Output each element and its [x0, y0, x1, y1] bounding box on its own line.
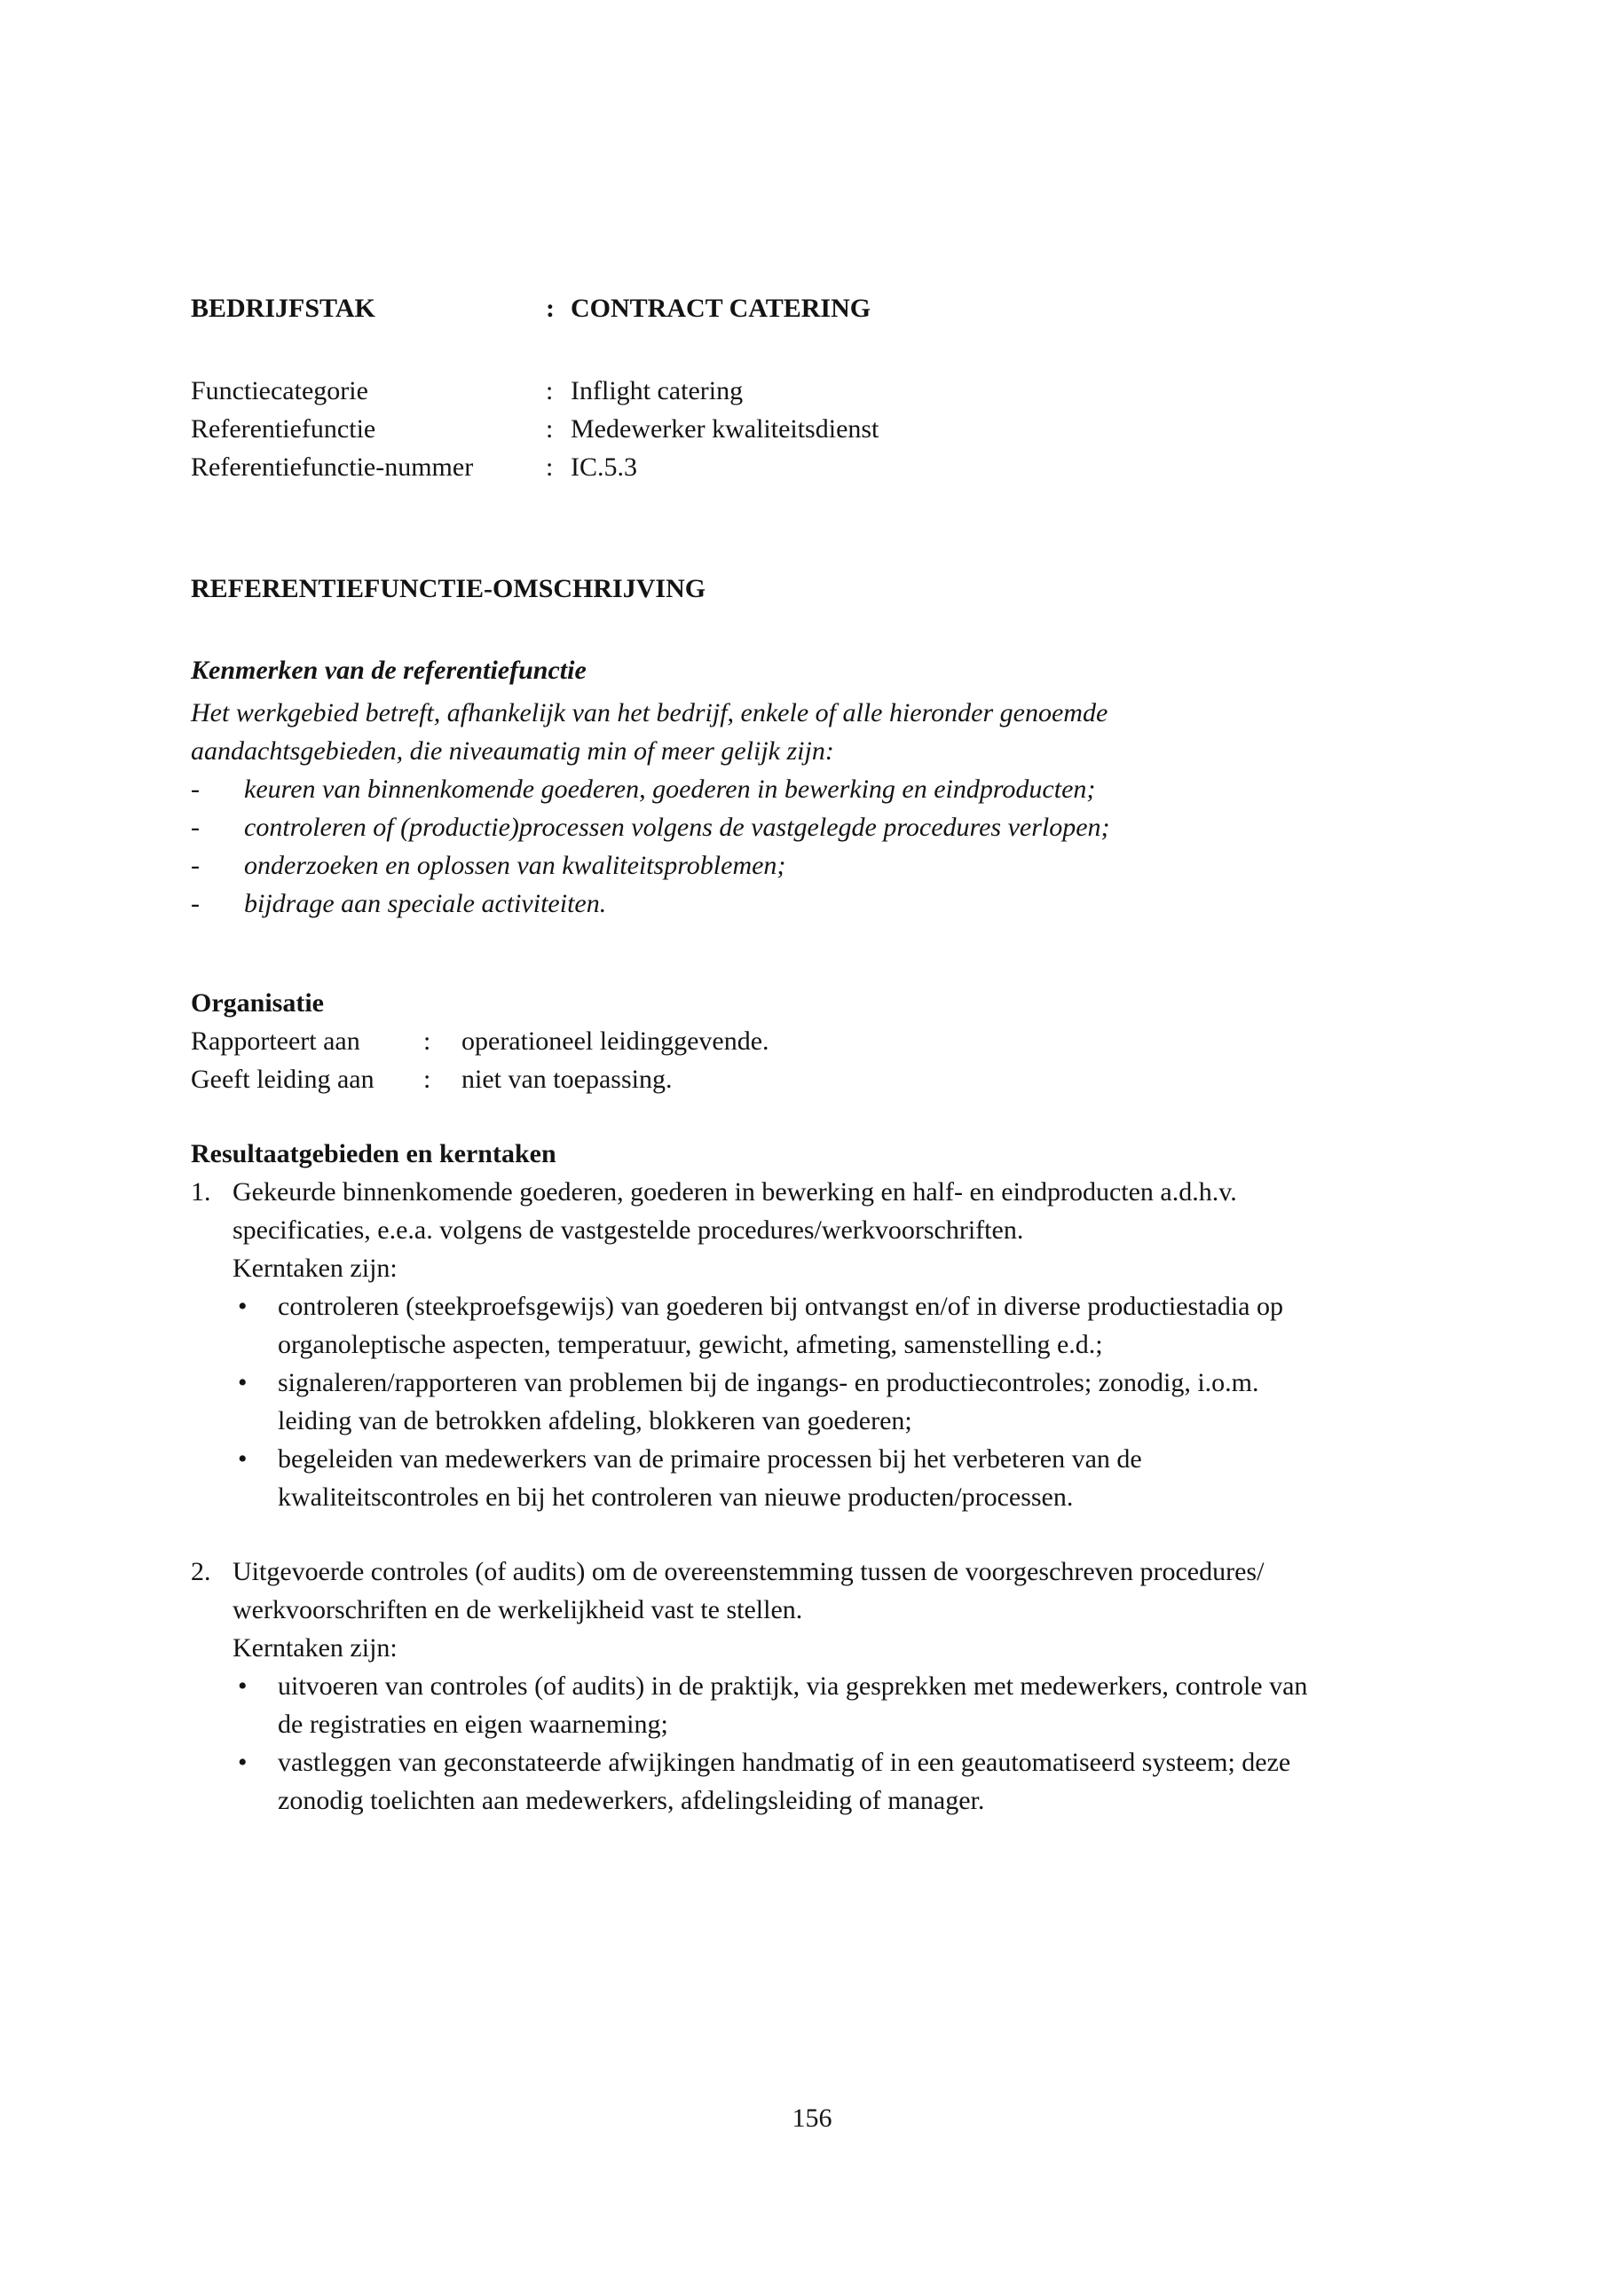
kenmerken-intro-paragraph [191, 694, 1433, 770]
field-separator: : [423, 1026, 431, 1056]
dash-marker: - [191, 813, 200, 842]
bullet-text-line: organoleptische aspecten, temperatuur, gewicht, afmeting, samenstelling e.d.; [278, 1330, 1103, 1359]
bullet-text-line: signaleren/rapporteren van problemen bij de ingangs- en productiecontroles; zonodig, i.o.m. [278, 1368, 1259, 1397]
kerntaken-label: Kerntaken zijn: [233, 1254, 398, 1283]
item-text-line: Uitgevoerde controles (of audits) om de overeenstemming tussen de voorgeschreven procedures/ [233, 1557, 1265, 1586]
page-footer [191, 2099, 1433, 2137]
field-value: operationeel leidinggevende. [461, 1026, 769, 1056]
bullet-text [278, 1440, 1433, 1516]
bullet-text-line: vastleggen van geconstateerde afwijkingen handmatig of in een geautomatiseerd systeem; deze [278, 1748, 1291, 1777]
bullet-text [278, 1364, 1433, 1440]
kerntaken-bullet-list [233, 1667, 1433, 1820]
bullet-text-line: leiding van de betrokken afdeling, blokkeren van goederen; [278, 1406, 912, 1435]
bullet-text-line: controleren (steekproefsgewijs) van goederen bij ontvangst en/of in diverse productiestadia op [278, 1292, 1283, 1321]
bullet-item [233, 1743, 1433, 1820]
bullet-text-line: de registraties en eigen waarneming; [278, 1710, 668, 1739]
field-label: Rapporteert aan [191, 1026, 360, 1056]
field-label: Referentiefunctie-nummer [191, 452, 474, 482]
list-item [191, 808, 1433, 846]
field-label: Geeft leiding aan [191, 1065, 374, 1094]
field-separator: : [546, 376, 554, 405]
org-row-geeft-leiding-aan [191, 1060, 1433, 1098]
item-text-line: specificaties, e.e.a. volgens de vastgestelde procedures/werkvoorschriften. [233, 1215, 1024, 1245]
list-item-text: bijdrage aan speciale activiteiten. [244, 889, 607, 918]
field-value: IC.5.3 [571, 452, 637, 482]
bullet-item [233, 1287, 1433, 1364]
list-item-text: keuren van binnenkomende goederen, goederen in bewerking en eindproducten; [244, 775, 1096, 804]
field-value: niet van toepassing. [461, 1065, 673, 1094]
document-header [191, 289, 1433, 486]
bullet-item [233, 1667, 1433, 1743]
subsection-title-organisatie: Organisatie [191, 988, 324, 1018]
field-label: Referentiefunctie [191, 414, 376, 444]
item-number: 2. [191, 1557, 211, 1586]
bullet-text-line: zonodig toelichten aan medewerkers, afdelingsleiding of manager. [278, 1786, 985, 1815]
paragraph-line: aandachtsgebieden, die niveaumatig min of meer gelijk zijn: [191, 736, 834, 766]
item-body [233, 1173, 1433, 1516]
bullet-item [233, 1440, 1433, 1516]
subsection-title-resultaatgebieden: Resultaatgebieden en kerntaken [191, 1139, 556, 1168]
field-value: Inflight catering [571, 376, 744, 405]
item-text-line: werkvoorschriften en de werkelijkheid vast te stellen. [233, 1595, 803, 1624]
item-number: 1. [191, 1177, 211, 1207]
bullet-marker: • [238, 1368, 248, 1397]
list-item-text: onderzoeken en oplossen van kwaliteitsproblemen; [244, 851, 786, 880]
header-row-referentiefunctie [191, 410, 1433, 448]
dash-marker: - [191, 889, 200, 918]
bullet-marker: • [238, 1671, 248, 1701]
bullet-text-line: kwaliteitscontroles en bij het controleren van nieuwe producten/processen. [278, 1482, 1074, 1512]
org-row-rapporteert-aan [191, 1022, 1433, 1060]
bullet-marker: • [238, 1292, 248, 1321]
header-row-bedrijfstak [191, 289, 1433, 327]
bullet-text [278, 1667, 1433, 1743]
bullet-text [278, 1743, 1433, 1820]
kerntaken-bullet-list [233, 1287, 1433, 1516]
page-content [191, 0, 1433, 2137]
list-item-text: controleren of (productie)processen volgens de vastgelegde procedures verlopen; [244, 813, 1110, 842]
bullet-text-line: uitvoeren van controles (of audits) in de praktijk, via gesprekken met medewerkers, controle van [278, 1671, 1308, 1701]
field-label: BEDRIJFSTAK [191, 294, 375, 323]
section-title-referentiefunctie-omschrijving: REFERENTIEFUNCTIE-OMSCHRIJVING [191, 574, 706, 603]
header-row-functiecategorie [191, 372, 1433, 410]
paragraph-line: Het werkgebied betreft, afhankelijk van het bedrijf, enkele of alle hieronder genoemde [191, 698, 1108, 727]
list-item [191, 770, 1433, 808]
bullet-marker: • [238, 1748, 248, 1777]
dash-marker: - [191, 775, 200, 804]
field-separator: : [423, 1065, 431, 1094]
numbered-item-1 [191, 1173, 1433, 1516]
field-value: CONTRACT CATERING [571, 294, 871, 323]
field-value: Medewerker kwaliteitsdienst [571, 414, 879, 444]
kenmerken-dash-list [191, 770, 1433, 923]
field-label: Functiecategorie [191, 376, 368, 405]
header-row-referentiefunctie-nummer [191, 448, 1433, 486]
list-item [191, 885, 1433, 923]
item-body [233, 1553, 1433, 1820]
field-separator: : [546, 452, 554, 482]
field-separator: : [546, 414, 554, 444]
bullet-item [233, 1364, 1433, 1440]
page-number: 156 [792, 2103, 832, 2133]
bullet-text [278, 1287, 1433, 1364]
bullet-marker: • [238, 1444, 248, 1474]
bullet-text-line: begeleiden van medewerkers van de primaire processen bij het verbeteren van de [278, 1444, 1142, 1474]
dash-marker: - [191, 851, 200, 880]
list-item [191, 846, 1433, 885]
subsection-title-kenmerken: Kenmerken van de referentiefunctie [191, 656, 587, 685]
field-separator: : [546, 294, 555, 323]
numbered-item-2 [191, 1553, 1433, 1820]
item-text-line: Gekeurde binnenkomende goederen, goederen in bewerking en half- en eindproducten a.d.h.v. [233, 1177, 1237, 1207]
kerntaken-label: Kerntaken zijn: [233, 1633, 398, 1663]
